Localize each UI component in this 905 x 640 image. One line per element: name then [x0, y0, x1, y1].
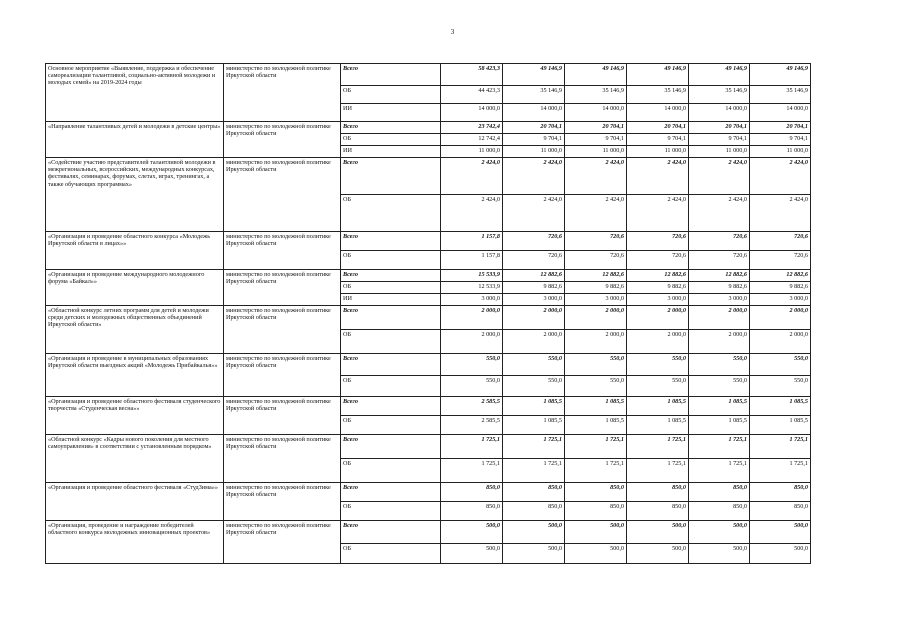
amount-cell: 15 533,9: [441, 270, 503, 282]
amount-cell: 1 725,1: [565, 459, 627, 483]
amount-cell: 500,0: [565, 521, 627, 544]
responsible-executor: министерство по молодежной политике Иркутской области: [224, 521, 341, 564]
amount-cell: 9 882,6: [689, 282, 750, 294]
activity-name: «Организация и проведение областного фестиваля «СтудЗима»»: [46, 483, 224, 521]
amount-cell: 850,0: [750, 502, 811, 521]
amount-cell: 2 424,0: [503, 195, 565, 232]
funding-source: ОБ: [341, 134, 441, 146]
amount-cell: 12 742,4: [441, 134, 503, 146]
amount-cell: 500,0: [627, 544, 689, 564]
funding-source: Всего: [341, 354, 441, 376]
amount-cell: 49 146,9: [689, 64, 750, 86]
table-row: [46, 306, 811, 330]
activity-name: «Организация, проведение и награждение победителей областного конкурса молодежных инновационных проектов»: [46, 521, 224, 564]
funding-source: ОБ: [341, 330, 441, 354]
amount-cell: 2 585,5: [441, 416, 503, 435]
amount-cell: 23 742,4: [441, 122, 503, 134]
table-row: [46, 270, 811, 282]
funding-source: ОБ: [341, 86, 441, 104]
funding-source: Всего: [341, 270, 441, 282]
amount-cell: 12 533,9: [441, 282, 503, 294]
table-row: [46, 435, 811, 459]
amount-cell: 11 000,0: [565, 146, 627, 158]
amount-cell: 500,0: [689, 521, 750, 544]
amount-cell: 720,6: [750, 251, 811, 270]
amount-cell: 1 085,5: [689, 416, 750, 435]
activity-name: «Направление талантливых детей и молодежи в детские центры»: [46, 122, 224, 158]
amount-cell: 2 424,0: [627, 158, 689, 195]
table-row: [46, 64, 811, 86]
amount-cell: 550,0: [441, 354, 503, 376]
activity-name: «Областной конкурс летних программ для детей и молодежи среди детских и молодежных общественных объединений Иркутской области»: [46, 306, 224, 354]
amount-cell: 1 085,5: [565, 416, 627, 435]
amount-cell: 9 704,1: [503, 134, 565, 146]
amount-cell: 1 085,5: [750, 397, 811, 416]
amount-cell: 1 085,5: [503, 397, 565, 416]
budget-table: [45, 63, 811, 564]
amount-cell: 1 725,1: [627, 435, 689, 459]
amount-cell: 850,0: [565, 483, 627, 502]
amount-cell: 9 704,1: [565, 134, 627, 146]
activity-name: «Организация и проведение международного молодежного форума «Байкал»»: [46, 270, 224, 306]
amount-cell: 12 882,6: [503, 270, 565, 282]
amount-cell: 9 704,1: [627, 134, 689, 146]
activity-name: Основное мероприятие «Выявление, поддержка и обеспечение самореализации талантливой, социально-активной молодежи и молодых семей» на 2019-2024 годы: [46, 64, 224, 122]
amount-cell: 2 000,0: [750, 330, 811, 354]
amount-cell: 500,0: [503, 544, 565, 564]
activity-name: «Областной конкурс «Кадры нового поколения для местного самоуправления» в соответствии с установленным порядком»: [46, 435, 224, 483]
amount-cell: 1 085,5: [750, 416, 811, 435]
amount-cell: 14 000,0: [503, 104, 565, 122]
table-row: [46, 354, 811, 376]
amount-cell: 3 000,0: [565, 294, 627, 306]
amount-cell: 850,0: [627, 483, 689, 502]
amount-cell: 1 725,1: [503, 459, 565, 483]
amount-cell: 1 725,1: [627, 459, 689, 483]
amount-cell: 850,0: [565, 502, 627, 521]
funding-source: ИИ: [341, 146, 441, 158]
amount-cell: 550,0: [565, 354, 627, 376]
funding-source: Всего: [341, 521, 441, 544]
funding-source: Всего: [341, 122, 441, 134]
activity-name: «Организация и проведение областного фестиваля студенческого творчества «Студенческая весна»»: [46, 397, 224, 435]
amount-cell: 1 085,5: [627, 416, 689, 435]
responsible-executor: министерство по молодежной политике Иркутской области: [224, 122, 341, 158]
amount-cell: 550,0: [627, 354, 689, 376]
amount-cell: 550,0: [689, 376, 750, 397]
amount-cell: 2 000,0: [627, 330, 689, 354]
funding-source: Всего: [341, 435, 441, 459]
amount-cell: 2 424,0: [689, 195, 750, 232]
amount-cell: 11 000,0: [689, 146, 750, 158]
amount-cell: 2 424,0: [627, 195, 689, 232]
amount-cell: 550,0: [750, 354, 811, 376]
responsible-executor: министерство по молодежной политике Иркутской области: [224, 483, 341, 521]
amount-cell: 3 000,0: [503, 294, 565, 306]
funding-source: Всего: [341, 232, 441, 251]
amount-cell: 20 704,1: [503, 122, 565, 134]
amount-cell: 500,0: [441, 521, 503, 544]
amount-cell: 850,0: [627, 502, 689, 521]
amount-cell: 1 157,8: [441, 232, 503, 251]
amount-cell: 2 000,0: [689, 330, 750, 354]
amount-cell: 550,0: [503, 354, 565, 376]
amount-cell: 2 000,0: [565, 306, 627, 330]
activity-name: «Содействие участию представителей талантливой молодежи в межрегиональных, всероссийских, международных конкурсах, фестивалях, семинарах, форумах, слетах, играх, тренингах, а также обучающих программах»: [46, 158, 224, 232]
funding-source: Всего: [341, 483, 441, 502]
amount-cell: 550,0: [441, 376, 503, 397]
amount-cell: 2 585,5: [441, 397, 503, 416]
amount-cell: 49 146,9: [565, 64, 627, 86]
amount-cell: 850,0: [441, 483, 503, 502]
amount-cell: 1 725,1: [689, 459, 750, 483]
amount-cell: 850,0: [503, 502, 565, 521]
funding-source: Всего: [341, 158, 441, 195]
funding-source: ОБ: [341, 282, 441, 294]
amount-cell: 500,0: [565, 544, 627, 564]
amount-cell: 58 423,3: [441, 64, 503, 86]
amount-cell: 1 725,1: [441, 435, 503, 459]
amount-cell: 1 157,8: [441, 251, 503, 270]
amount-cell: 11 000,0: [503, 146, 565, 158]
amount-cell: 44 423,3: [441, 86, 503, 104]
funding-source: ИИ: [341, 294, 441, 306]
funding-source: ИИ: [341, 104, 441, 122]
amount-cell: 49 146,9: [503, 64, 565, 86]
amount-cell: 2 424,0: [689, 158, 750, 195]
responsible-executor: министерство по молодежной политике Иркутской области: [224, 354, 341, 397]
amount-cell: 720,6: [565, 232, 627, 251]
amount-cell: 1 725,1: [441, 459, 503, 483]
amount-cell: 500,0: [627, 521, 689, 544]
amount-cell: 1 085,5: [565, 397, 627, 416]
funding-source: ОБ: [341, 502, 441, 521]
responsible-executor: министерство по молодежной политике Иркутской области: [224, 270, 341, 306]
amount-cell: 1 725,1: [565, 435, 627, 459]
amount-cell: 2 000,0: [565, 330, 627, 354]
amount-cell: 20 704,1: [689, 122, 750, 134]
amount-cell: 14 000,0: [441, 104, 503, 122]
responsible-executor: министерство по молодежной политике Иркутской области: [224, 64, 341, 122]
amount-cell: 11 000,0: [750, 146, 811, 158]
table-row: [46, 483, 811, 502]
amount-cell: 720,6: [627, 251, 689, 270]
amount-cell: 3 000,0: [441, 294, 503, 306]
responsible-executor: министерство по молодежной политике Иркутской области: [224, 397, 341, 435]
amount-cell: 500,0: [750, 521, 811, 544]
amount-cell: 12 882,6: [627, 270, 689, 282]
amount-cell: 3 000,0: [627, 294, 689, 306]
amount-cell: 2 000,0: [627, 306, 689, 330]
responsible-executor: министерство по молодежной политике Иркутской области: [224, 306, 341, 354]
amount-cell: 500,0: [689, 544, 750, 564]
amount-cell: 12 882,6: [689, 270, 750, 282]
amount-cell: 14 000,0: [750, 104, 811, 122]
activity-name: «Организация и проведение в муниципальных образованиях Иркутской области выездных акций «Молодежь Прибайкалья»»: [46, 354, 224, 397]
funding-source: Всего: [341, 306, 441, 330]
amount-cell: 20 704,1: [750, 122, 811, 134]
amount-cell: 2 000,0: [750, 306, 811, 330]
amount-cell: 9 882,6: [565, 282, 627, 294]
amount-cell: 1 725,1: [689, 435, 750, 459]
amount-cell: 2 000,0: [441, 330, 503, 354]
amount-cell: 1 725,1: [750, 459, 811, 483]
amount-cell: 49 146,9: [627, 64, 689, 86]
amount-cell: 550,0: [565, 376, 627, 397]
amount-cell: 35 146,9: [627, 86, 689, 104]
amount-cell: 12 882,6: [750, 270, 811, 282]
table-row: [46, 158, 811, 195]
amount-cell: 500,0: [503, 521, 565, 544]
amount-cell: 14 000,0: [689, 104, 750, 122]
amount-cell: 550,0: [689, 354, 750, 376]
amount-cell: 12 882,6: [565, 270, 627, 282]
amount-cell: 3 000,0: [689, 294, 750, 306]
amount-cell: 1 725,1: [503, 435, 565, 459]
amount-cell: 850,0: [503, 483, 565, 502]
amount-cell: 20 704,1: [627, 122, 689, 134]
amount-cell: 14 000,0: [565, 104, 627, 122]
amount-cell: 850,0: [441, 502, 503, 521]
amount-cell: 550,0: [503, 376, 565, 397]
amount-cell: 9 704,1: [750, 134, 811, 146]
funding-source: ОБ: [341, 376, 441, 397]
amount-cell: 850,0: [689, 483, 750, 502]
amount-cell: 2 424,0: [565, 158, 627, 195]
amount-cell: 9 882,6: [627, 282, 689, 294]
amount-cell: 2 000,0: [441, 306, 503, 330]
amount-cell: 720,6: [503, 251, 565, 270]
page-number: 3: [450, 28, 455, 36]
amount-cell: 49 146,9: [750, 64, 811, 86]
amount-cell: 2 000,0: [503, 330, 565, 354]
responsible-executor: министерство по молодежной политике Иркутской области: [224, 232, 341, 270]
amount-cell: 2 424,0: [441, 158, 503, 195]
responsible-executor: министерство по молодежной политике Иркутской области: [224, 435, 341, 483]
amount-cell: 2 000,0: [503, 306, 565, 330]
funding-source: Всего: [341, 64, 441, 86]
amount-cell: 720,6: [750, 232, 811, 251]
amount-cell: 850,0: [750, 483, 811, 502]
funding-source: Всего: [341, 397, 441, 416]
amount-cell: 500,0: [750, 544, 811, 564]
amount-cell: 2 000,0: [689, 306, 750, 330]
amount-cell: 11 000,0: [627, 146, 689, 158]
funding-source: ОБ: [341, 416, 441, 435]
activity-name: «Организация и проведение областного конкурса «Молодежь Иркутской области в лицах»»: [46, 232, 224, 270]
amount-cell: 2 424,0: [565, 195, 627, 232]
amount-cell: 2 424,0: [750, 158, 811, 195]
table-row: [46, 122, 811, 134]
amount-cell: 500,0: [441, 544, 503, 564]
amount-cell: 550,0: [750, 376, 811, 397]
amount-cell: 35 146,9: [503, 86, 565, 104]
amount-cell: 11 000,0: [441, 146, 503, 158]
amount-cell: 850,0: [689, 502, 750, 521]
table-row: [46, 232, 811, 251]
funding-source: ОБ: [341, 544, 441, 564]
amount-cell: 2 424,0: [750, 195, 811, 232]
table-row: [46, 521, 811, 544]
funding-source: ОБ: [341, 195, 441, 232]
amount-cell: 3 000,0: [750, 294, 811, 306]
amount-cell: 1 725,1: [750, 435, 811, 459]
amount-cell: 720,6: [689, 251, 750, 270]
funding-source: ОБ: [341, 459, 441, 483]
amount-cell: 720,6: [689, 232, 750, 251]
amount-cell: 720,6: [565, 251, 627, 270]
responsible-executor: министерство по молодежной политике Иркутской области: [224, 158, 341, 232]
amount-cell: 1 085,5: [503, 416, 565, 435]
amount-cell: 720,6: [503, 232, 565, 251]
amount-cell: 1 085,5: [689, 397, 750, 416]
amount-cell: 9 882,6: [503, 282, 565, 294]
amount-cell: 35 146,9: [689, 86, 750, 104]
funding-source: ОБ: [341, 251, 441, 270]
amount-cell: 35 146,9: [565, 86, 627, 104]
amount-cell: 20 704,1: [565, 122, 627, 134]
amount-cell: 720,6: [627, 232, 689, 251]
amount-cell: 35 146,9: [750, 86, 811, 104]
amount-cell: 2 424,0: [503, 158, 565, 195]
amount-cell: 14 000,0: [627, 104, 689, 122]
amount-cell: 9 882,6: [750, 282, 811, 294]
amount-cell: 550,0: [627, 376, 689, 397]
amount-cell: 1 085,5: [627, 397, 689, 416]
amount-cell: 2 424,0: [441, 195, 503, 232]
table-row: [46, 397, 811, 416]
amount-cell: 9 704,1: [689, 134, 750, 146]
